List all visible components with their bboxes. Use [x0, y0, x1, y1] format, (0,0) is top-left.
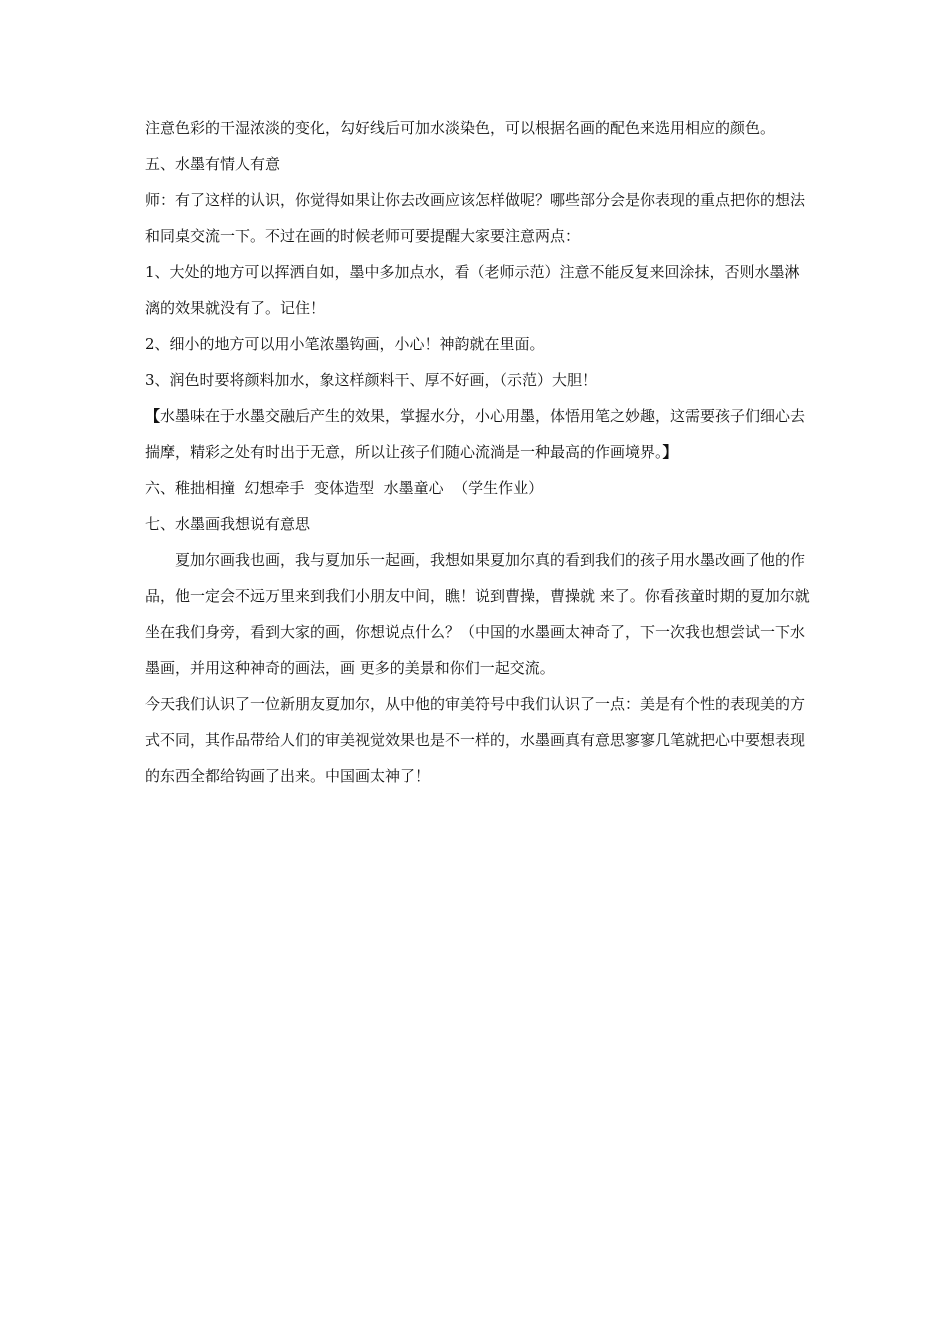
section-heading-7: 七、水墨画我想说有意思 — [145, 515, 311, 533]
list-item-3: 3、润色时要将颜料加水，象这样颜料干、厚不好画，（示范）大胆！ — [145, 371, 598, 389]
paragraph-chagall: 夏加尔画我也画，我与夏加乐一起画，我想如果夏加尔真的看到我们的孩子用水墨改画了他的作品，他一定会不远万里来到我们小朋友中间，瞧！说到曹操，曹操就 来了。你看孩童时期的夏加尔就坐在我们身旁，看到大家的画，你想说点什么？（中国的水墨画太神奇了，下一次我也想尝试一下水墨画，并用这种神奇的画法，画 更多的美景和你们一起交流。 — [145, 551, 810, 677]
section-heading-6: 六、稚拙相撞 幻想牵手 变体造型 水墨童心 （学生作业） — [145, 479, 544, 497]
note-open-bracket: 【 — [145, 407, 161, 425]
paragraph-summary: 今天我们认识了一位新朋友夏加尔，从中他的审美符号中我们认识了一点：美是有个性的表现美的方式不同，其作品带给人们的审美视觉效果也是不一样的，水墨画真有意思寥寥几笔就把心中要想表现的东西全都给钩画了出来。中国画太神了！ — [145, 695, 806, 785]
document-body — [145, 110, 810, 794]
list-item-1: 1、大处的地方可以挥洒自如，墨中多加点水，看（老师示范）注意不能反复来回涂抹，否则水墨淋漓的效果就没有了。记住！ — [145, 263, 800, 317]
list-item-2: 2、细小的地方可以用小笔浓墨钩画，小心！神韵就在里面。 — [145, 335, 545, 353]
bracketed-note — [145, 398, 810, 470]
section-heading-5: 五、水墨有情人有意 — [145, 155, 281, 173]
paragraph-color-note: 注意色彩的干湿浓淡的变化，勾好线后可加水淡染色，可以根据名画的配色来选用相应的颜色。 — [145, 119, 776, 137]
note-close-bracket: 】 — [662, 443, 678, 461]
note-text: 水墨味在于水墨交融后产生的效果，掌握水分，小心用墨，体悟用笔之妙趣，这需要孩子们细心去揣摩，精彩之处有时出于无意，所以让孩子们随心流淌是一种最高的作画境界。 — [145, 407, 806, 461]
paragraph-teacher-question: 师：有了这样的认识，你觉得如果让你去改画应该怎样做呢？哪些部分会是你表现的重点把你的想法和同桌交流一下。不过在画的时候老师可要提醒大家要注意两点： — [145, 191, 806, 245]
